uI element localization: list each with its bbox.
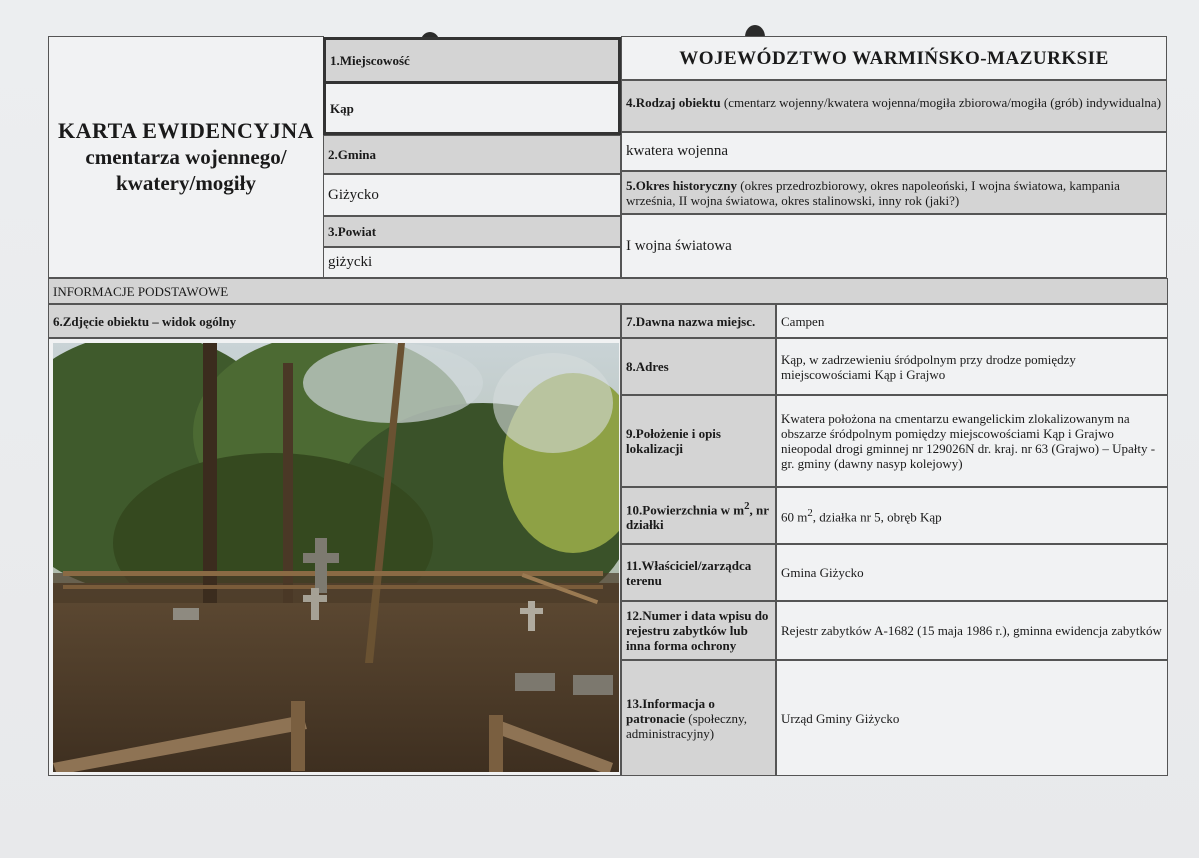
rejestr-value <box>776 601 1168 660</box>
adres-label <box>621 338 776 395</box>
powiat-value-text: giżycki <box>328 254 373 270</box>
rejestr-label-text: 12.Numer i data wpisu do rejestru zabytków lub inna forma ochrony <box>626 608 769 653</box>
rejestr-value-text: Rejestr zabytków A-1682 (15 maja 1986 r.), gminna ewidencja zabytków <box>781 623 1162 638</box>
patronat-label <box>621 660 776 776</box>
dawna-nazwa-label <box>621 304 776 338</box>
powierzchnia-value-superscript: 2 <box>807 507 813 520</box>
wlasciciel-value <box>776 544 1168 601</box>
gmina-label <box>323 135 621 174</box>
rodzaj-obiektu-value <box>621 132 1167 171</box>
section-heading-basic-info-text: INFORMACJE PODSTAWOWE <box>53 283 229 299</box>
miejscowosc-label <box>323 37 621 84</box>
powierzchnia-value-part-b: , działka nr 5, obręb Kąp <box>812 509 942 525</box>
cemetery-photo <box>53 343 619 772</box>
okres-historyczny-value <box>621 214 1167 278</box>
miejscowosc-value <box>323 84 621 135</box>
wlasciciel-label <box>621 544 776 601</box>
adres-label-text: 8.Adres <box>626 359 669 374</box>
gmina-value <box>323 174 621 216</box>
miejscowosc-label-text: 1.Miejscowość <box>330 53 410 68</box>
adres-value-text: Kąp, w zadrzewieniu śródpolnym przy drodze pomiędzy miejscowościami Kąp i Grajwo <box>781 351 1076 382</box>
okres-historyczny-label-text: 5.Okres historyczny <box>626 178 737 193</box>
gmina-label-text: 2.Gmina <box>328 147 377 162</box>
rodzaj-obiektu-label <box>621 80 1167 132</box>
polozenie-value <box>776 395 1168 487</box>
rodzaj-obiektu-value-text: kwatera wojenna <box>626 143 729 159</box>
okres-historyczny-value-text: I wojna światowa <box>626 237 732 254</box>
rejestr-label <box>621 601 776 660</box>
powierzchnia-value-part-a: 60 m <box>781 509 808 525</box>
powiat-label-text: 3.Powiat <box>328 224 377 239</box>
powierzchnia-label <box>621 487 776 544</box>
miejscowosc-value-text: Kąp <box>330 100 354 116</box>
okres-historyczny-label <box>621 171 1167 214</box>
powierzchnia-label-text <box>626 499 771 532</box>
section-heading-basic-info <box>48 278 1168 304</box>
voivodeship-heading <box>621 36 1167 80</box>
okres-historyczny-hint: (okres przedrozbiorowy, okres napoleoński, I wojna światowa, kampania września, II wojna światowa, okres stalinowski, inny rok (jaki?) <box>626 178 1120 208</box>
powierzchnia-label-part-a: 10.Powierzchnia w m <box>626 502 745 518</box>
rodzaj-obiektu-hint: (cmentarz wojenny/kwatera wojenna/mogiła zbiorowa/mogiła (grób) indywidualna) <box>723 95 1162 110</box>
patronat-label-text <box>626 696 771 741</box>
card-title <box>48 36 324 278</box>
cemetery-photo-illustration <box>53 343 619 772</box>
powierzchnia-label-part-b: , nr działki <box>626 502 769 533</box>
patronat-value-text: Urząd Gminy Giżycko <box>781 710 900 726</box>
gmina-value-text: Giżycko <box>328 186 379 203</box>
dawna-nazwa-label-text: 7.Dawna nazwa miejsc. <box>626 313 756 329</box>
powierzchnia-label-superscript: 2 <box>744 499 750 512</box>
dawna-nazwa-value-text: Campen <box>781 313 825 329</box>
card-title-line3: kwatery/mogiły <box>116 171 256 195</box>
adres-value <box>776 338 1168 395</box>
card-title-line1: KARTA EWIDENCYJNA <box>57 118 315 143</box>
polozenie-value-text: Kwatera położona na cmentarzu ewangelickim zlokalizowanym na obszarze śródpolnym pomiędzy miejscowościami Kąp i Grajwo nieopodal drogi gminnej nr 129026N dr. kraj. nr 63 (Grajwo) – Upałty - gr. gminy (dawny nasyp kolejowy) <box>781 411 1156 471</box>
photo-label <box>48 304 621 338</box>
polozenie-label-text: 9.Położenie i opis lokalizacji <box>626 426 721 456</box>
wlasciciel-label-text: 11.Właściciel/zarządca terenu <box>626 557 752 588</box>
powiat-label <box>323 216 621 247</box>
rodzaj-obiektu-label-text: 4.Rodzaj obiektu <box>626 95 721 110</box>
polozenie-label <box>621 395 776 487</box>
patronat-label-bold: 13.Informacja o patronacie <box>626 695 715 726</box>
photo-label-text: 6.Zdjęcie obiektu – widok ogólny <box>53 313 237 329</box>
dawna-nazwa-value <box>776 304 1168 338</box>
card-title-line2: cmentarza wojennego/ <box>85 145 287 169</box>
powierzchnia-value-text <box>781 506 942 524</box>
patronat-value <box>776 660 1168 776</box>
powiat-value <box>323 247 621 278</box>
patronat-label-rest: (społeczny, administracyjny) <box>626 710 747 741</box>
powierzchnia-value <box>776 487 1168 544</box>
wlasciciel-value-text: Gmina Giżycko <box>781 565 864 580</box>
voivodeship-heading-text: WOJEWÓDZTWO WARMIŃSKO-MAZURKSIE <box>679 47 1109 69</box>
